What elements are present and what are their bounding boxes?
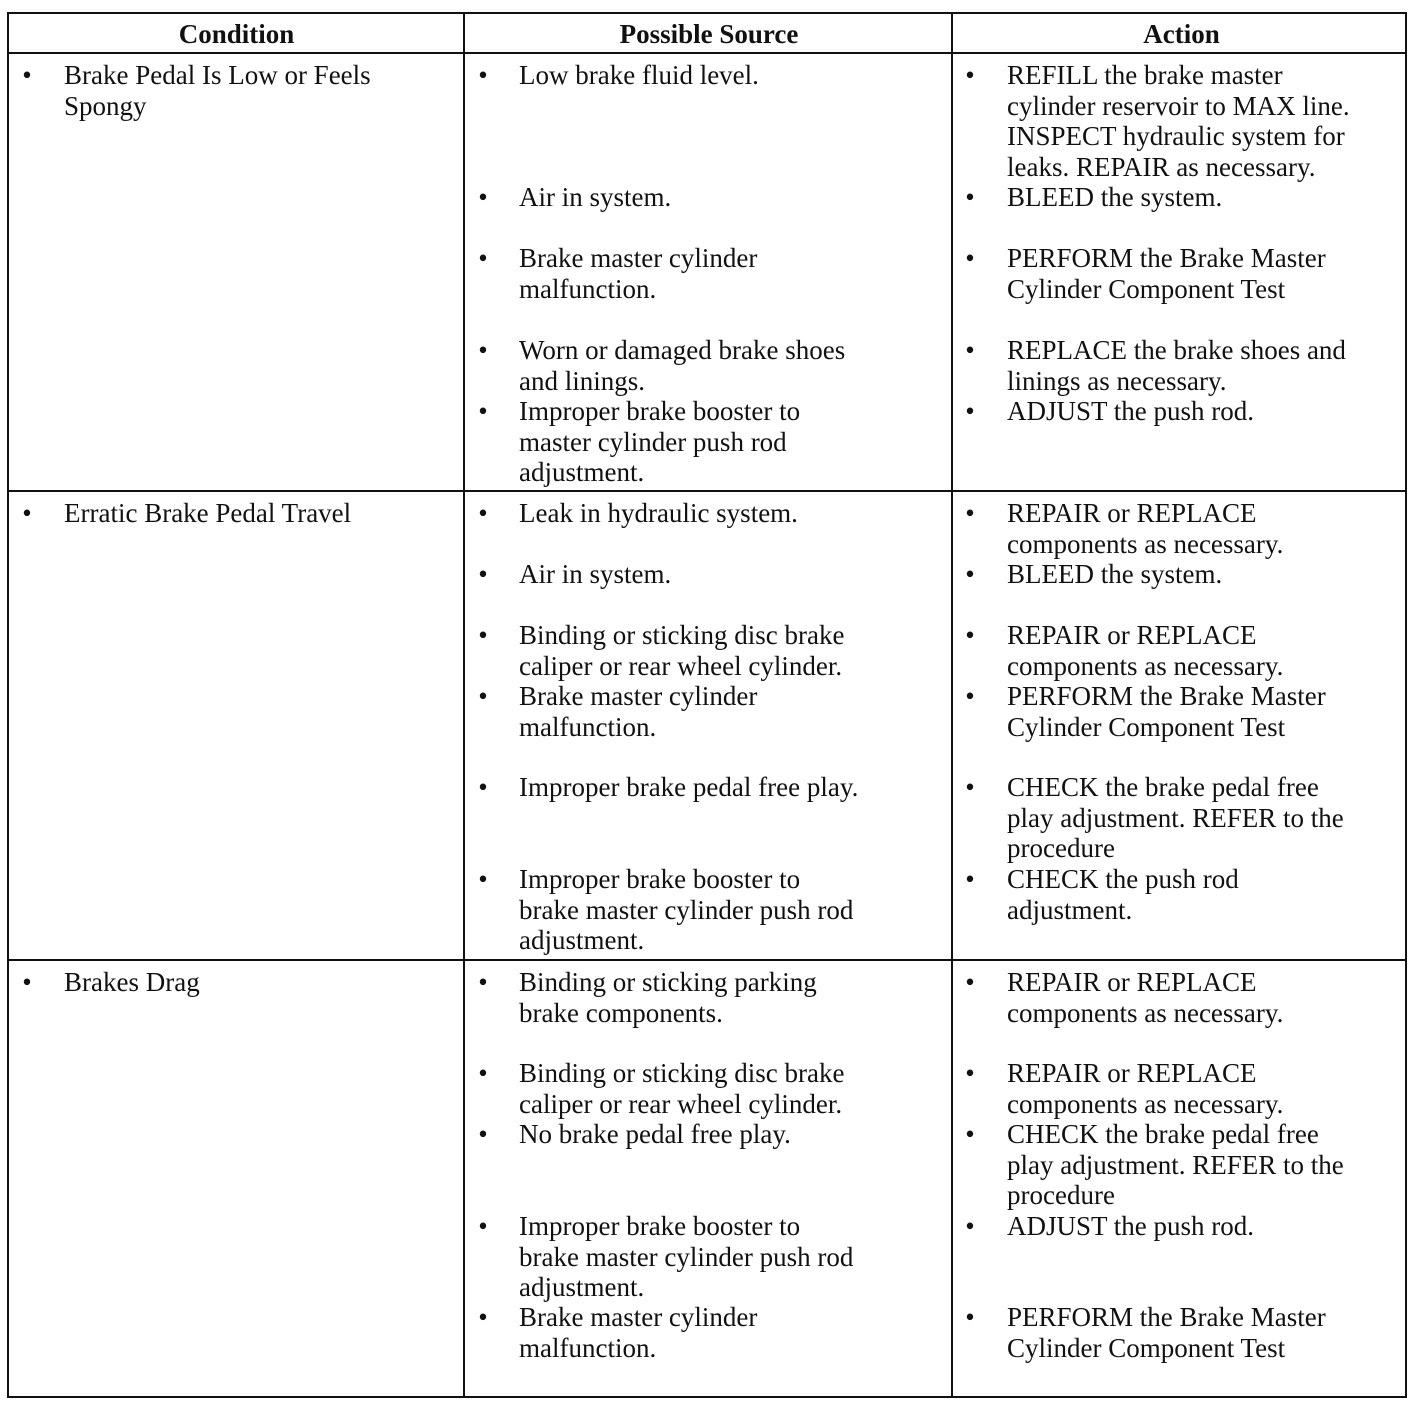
text-line: Improper brake booster to [519,396,801,426]
text-line: procedure [1007,833,1115,863]
text-line: malfunction. [519,273,657,304]
row-divider [9,959,1405,961]
text-line: Binding or sticking disc brake [519,620,845,650]
text-line: INSPECT hydraulic system for [1007,121,1345,151]
text-line: BLEED the system. [1007,559,1223,589]
action-text [1007,864,1239,925]
possible-source-text [519,967,817,1028]
text-line: Erratic Brake Pedal Travel [64,498,352,528]
text-line: ADJUST the push rod. [1007,396,1255,426]
text-line: ADJUST the push rod. [1007,1211,1255,1241]
text-line: Leak in hydraulic system. [519,498,798,528]
column-divider [463,14,465,1396]
text-line: leaks. REPAIR as necessary. [1007,151,1316,182]
bullet-icon: • [965,864,975,894]
text-line: components as necessary. [1007,1088,1284,1119]
possible-source-text [519,1211,853,1303]
header-divider [9,52,1405,54]
possible-source-text [519,1302,757,1363]
bullet-icon: • [965,967,975,997]
text-line: adjustment. [519,925,645,955]
action-text [1007,559,1222,590]
text-line: REPLACE the brake shoes and [1007,335,1346,365]
bullet-icon: • [478,620,488,650]
text-line: caliper or rear wheel cylinder. [519,650,843,681]
text-line: BLEED the system. [1007,182,1223,212]
text-line: REFILL the brake master [1007,60,1283,90]
bullet-icon: • [478,772,488,802]
text-line: linings as necessary. [1007,365,1227,396]
text-line: Brake master cylinder [519,681,758,711]
bullet-icon: • [965,1302,975,1332]
text-line: CHECK the brake pedal free [1007,772,1319,802]
possible-source-text [519,182,671,213]
possible-source-text [519,498,798,529]
text-line: Binding or sticking parking [519,967,817,997]
text-line: brake master cylinder push rod [519,1241,854,1272]
possible-source-text [519,1119,791,1150]
text-line: components as necessary. [1007,650,1284,681]
header-possible-source: Possible Source [619,19,799,49]
action-text [1007,620,1283,681]
header-condition: Condition [178,19,295,49]
action-text [1007,681,1326,742]
text-line: play adjustment. REFER to the [1007,1149,1344,1180]
action-text [1007,498,1283,559]
bullet-icon: • [965,182,975,212]
possible-source-text [519,620,844,681]
action-text [1007,396,1254,427]
text-line: Improper brake pedal free play. [519,772,859,802]
text-line: malfunction. [519,1332,657,1363]
row-divider [9,490,1405,492]
text-line: Air in system. [519,559,672,589]
text-line: Brake master cylinder [519,1302,758,1332]
bullet-icon: • [478,498,488,528]
action-text [1007,1058,1283,1119]
bullet-icon: • [22,967,32,997]
bullet-icon: • [478,396,488,426]
action-text [1007,1211,1254,1242]
text-line: Low brake fluid level. [519,60,759,90]
text-line: PERFORM the Brake Master [1007,1302,1326,1332]
diagnosis-table [7,12,1407,1398]
text-line: CHECK the push rod [1007,864,1239,894]
possible-source-text [519,1058,844,1119]
bullet-icon: • [965,772,975,802]
bullet-icon: • [478,1058,488,1088]
text-line: Brakes Drag [64,967,200,997]
action-text [1007,335,1346,396]
text-line: procedure [1007,1180,1115,1210]
possible-source-text [519,335,845,396]
bullet-icon: • [965,60,975,90]
bullet-icon: • [965,559,975,589]
text-line: PERFORM the Brake Master [1007,243,1326,273]
action-text [1007,1302,1326,1363]
condition-text [64,967,200,998]
text-line: Cylinder Component Test [1007,1332,1286,1363]
text-line: malfunction. [519,711,657,742]
bullet-icon: • [478,559,488,589]
column-divider [951,14,953,1396]
possible-source-text [519,864,853,956]
bullet-icon: • [965,335,975,365]
bullet-icon: • [965,1211,975,1241]
text-line: REPAIR or REPLACE [1007,1058,1257,1088]
bullet-icon: • [478,335,488,365]
bullet-icon: • [22,60,32,90]
bullet-icon: • [478,681,488,711]
bullet-icon: • [965,396,975,426]
text-line: adjustment. [519,457,645,487]
text-line: brake master cylinder push rod [519,894,854,925]
bullet-icon: • [478,182,488,212]
text-line: Brake master cylinder [519,243,758,273]
action-text [1007,772,1344,864]
text-line: Worn or damaged brake shoes [519,335,846,365]
possible-source-text [519,559,671,590]
action-text [1007,60,1350,182]
text-line: REPAIR or REPLACE [1007,498,1257,528]
bullet-icon: • [478,243,488,273]
condition-text [64,498,351,529]
text-line: Spongy [64,90,147,121]
possible-source-text [519,243,757,304]
text-line: adjustment. [1007,894,1133,925]
possible-source-text [519,772,858,803]
text-line: REPAIR or REPLACE [1007,620,1257,650]
text-line: brake components. [519,997,723,1028]
text-line: cylinder reservoir to MAX line. [1007,90,1350,121]
text-line: master cylinder push rod [519,426,787,457]
text-line: adjustment. [519,1272,645,1302]
text-line: Air in system. [519,182,672,212]
text-line: CHECK the brake pedal free [1007,1119,1319,1149]
bullet-icon: • [965,620,975,650]
bullet-icon: • [478,1211,488,1241]
condition-text [64,60,371,121]
bullet-icon: • [965,1058,975,1088]
text-line: Improper brake booster to [519,1211,801,1241]
text-line: REPAIR or REPLACE [1007,967,1257,997]
bullet-icon: • [478,1119,488,1149]
action-text [1007,967,1283,1028]
text-line: Brake Pedal Is Low or Feels [64,60,371,90]
header-action: Action [1143,19,1220,49]
text-line: components as necessary. [1007,997,1284,1028]
text-line: caliper or rear wheel cylinder. [519,1088,843,1119]
possible-source-text [519,60,759,91]
bullet-icon: • [478,60,488,90]
text-line: Improper brake booster to [519,864,801,894]
possible-source-text [519,396,800,488]
action-text [1007,1119,1344,1211]
bullet-icon: • [965,243,975,273]
bullet-icon: • [22,498,32,528]
action-text [1007,182,1222,213]
text-line: components as necessary. [1007,528,1284,559]
bullet-icon: • [965,681,975,711]
bullet-icon: • [478,1302,488,1332]
text-line: and linings. [519,365,645,396]
text-line: Cylinder Component Test [1007,711,1286,742]
text-line: Binding or sticking disc brake [519,1058,845,1088]
action-text [1007,243,1326,304]
bullet-icon: • [478,967,488,997]
text-line: PERFORM the Brake Master [1007,681,1326,711]
bullet-icon: • [965,498,975,528]
text-line: Cylinder Component Test [1007,273,1286,304]
possible-source-text [519,681,757,742]
text-line: play adjustment. REFER to the [1007,802,1344,833]
bullet-icon: • [965,1119,975,1149]
bullet-icon: • [478,864,488,894]
text-line: No brake pedal free play. [519,1119,791,1149]
